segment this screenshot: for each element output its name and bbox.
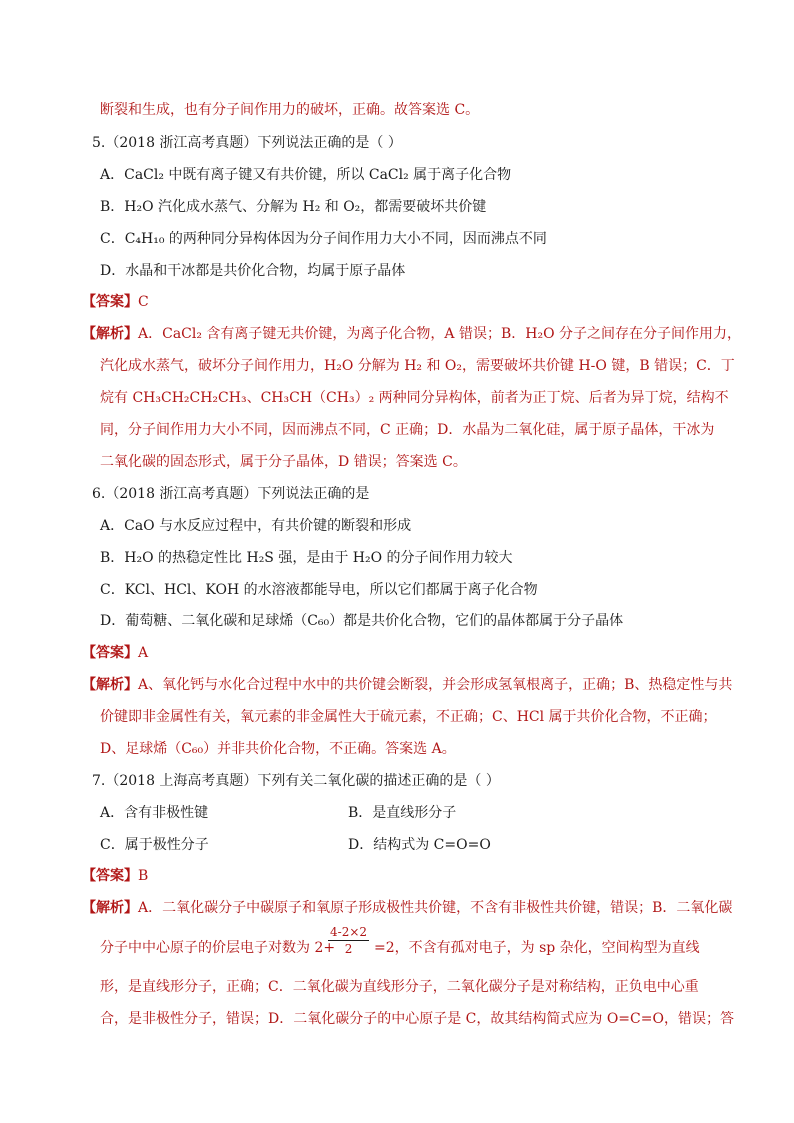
explanation-label: 【解析】 bbox=[82, 326, 138, 342]
fraction bbox=[328, 924, 369, 957]
question-5-option-b: B．H₂O 汽化成水蒸气、分解为 H₂ 和 O₂，都需要破坏共价键 bbox=[100, 199, 487, 215]
explanation-text: A、氧化钙与水化合过程中水中的共价键会断裂，并会形成氢氧根离子，正确；B、热稳定性与共 bbox=[138, 677, 733, 693]
fraction-numerator: 4-2×2 bbox=[330, 925, 368, 939]
question-5-option-d: D．水晶和干冰都是共价化合物，均属于原子晶体 bbox=[100, 263, 406, 279]
explanation-6-line-2: 价键即非金属性有关，氧元素的非金属性大于硫元素，不正确；C、HCl 属于共价化合物，不正确； bbox=[100, 709, 717, 725]
answer-value: B bbox=[138, 868, 149, 884]
explanation-7-line-2b: =2，不含有孤对电子，为 sp 杂化，空间构型为直线 bbox=[374, 940, 700, 956]
question-5-stem: 5.（2018 浙江高考真题）下列说法正确的是（ ） bbox=[92, 135, 402, 151]
explanation-7-line-4: 合，是非极性分子，错误；D．二氧化碳分子的中心原子是 C，故其结构简式应为 O=C=O，错误；答 bbox=[100, 1011, 734, 1027]
explanation-label: 【解析】 bbox=[82, 900, 138, 916]
question-6-option-b: B．H₂O 的热稳定性比 H₂S 强，是由于 H₂O 的分子间作用力较大 bbox=[100, 550, 513, 566]
explanation-label: 【解析】 bbox=[82, 677, 138, 693]
explanation-5-line-1 bbox=[82, 324, 741, 344]
prev-explanation-tail: 断裂和生成，也有分子间作用力的破坏，正确。故答案选 C。 bbox=[100, 102, 480, 118]
question-5-option-a: A．CaCl₂ 中既有离子键又有共价键，所以 CaCl₂ 属于离子化合物 bbox=[100, 167, 512, 183]
explanation-7-line-1 bbox=[82, 898, 732, 918]
explanation-7-line-2a: 分子中中心原子的价层电子对数为 2+ bbox=[100, 940, 336, 956]
explanation-5-line-5: 二氧化碳的固态形式，属于分子晶体，D 错误；答案选 C。 bbox=[100, 454, 467, 470]
question-7-option-c: C．属于极性分子 bbox=[100, 837, 209, 853]
question-7-option-b: B．是直线形分子 bbox=[348, 805, 457, 821]
answer-value: C bbox=[138, 294, 149, 310]
question-5-option-c: C．C₄H₁₀ 的两种同分异构体因为分子间作用力大小不同，因而沸点不同 bbox=[100, 231, 547, 247]
answer-6 bbox=[82, 643, 148, 663]
explanation-6-line-1 bbox=[82, 675, 732, 695]
answer-5 bbox=[82, 292, 149, 312]
answer-label: 【答案】 bbox=[82, 294, 138, 310]
question-6-stem: 6.（2018 浙江高考真题）下列说法正确的是 bbox=[92, 486, 370, 502]
answer-7 bbox=[82, 866, 148, 886]
explanation-5-line-2: 汽化成水蒸气，破坏分子间作用力，H₂O 分解为 H₂ 和 O₂，需要破坏共价键 H-O 键，B 错误；C．丁 bbox=[100, 358, 735, 374]
question-7-option-d: D．结构式为 C=O=O bbox=[348, 837, 491, 853]
answer-value: A bbox=[138, 645, 149, 661]
explanation-text: A．二氧化碳分子中碳原子和氧原子形成极性共价键，不含有非极性共价键，错误；B．二氧化碳 bbox=[138, 900, 733, 916]
question-6-option-a: A．CaO 与水反应过程中，有共价键的断裂和形成 bbox=[100, 518, 412, 534]
answer-label: 【答案】 bbox=[82, 645, 138, 661]
explanation-5-line-3: 烷有 CH₃CH₂CH₂CH₃、CH₃CH（CH₃）₂ 两种同分异构体，前者为正丁烷、后者为异丁烷，结构不 bbox=[100, 390, 729, 406]
explanation-5-line-4: 同，分子间作用力大小不同，因而沸点不同，C 正确；D．水晶为二氧化硅，属于原子晶体，干冰为 bbox=[100, 422, 715, 438]
question-7-option-a: A．含有非极性键 bbox=[100, 805, 209, 821]
fraction-denominator: 2 bbox=[344, 942, 353, 956]
explanation-7-line-3: 形，是直线形分子，正确；C．二氧化碳为直线形分子，二氧化碳分子是对称结构，正负电中心重 bbox=[100, 979, 699, 995]
question-6-option-d: D．葡萄糖、二氧化碳和足球烯（C₆₀）都是共价化合物，它们的晶体都属于分子晶体 bbox=[100, 613, 624, 629]
answer-label: 【答案】 bbox=[82, 868, 138, 884]
question-7-stem: 7.（2018 上海高考真题）下列有关二氧化碳的描述正确的是（ ） bbox=[92, 773, 500, 789]
question-6-option-c: C．KCl、HCl、KOH 的水溶液都能导电，所以它们都属于离子化合物 bbox=[100, 582, 538, 598]
explanation-6-line-3: D、足球烯（C₆₀）并非共价化合物，不正确。答案选 A。 bbox=[100, 741, 456, 757]
explanation-text: A．CaCl₂ 含有离子键无共价键，为离子化合物，A 错误；B．H₂O 分子之间存在分子间作用力， bbox=[138, 326, 742, 342]
